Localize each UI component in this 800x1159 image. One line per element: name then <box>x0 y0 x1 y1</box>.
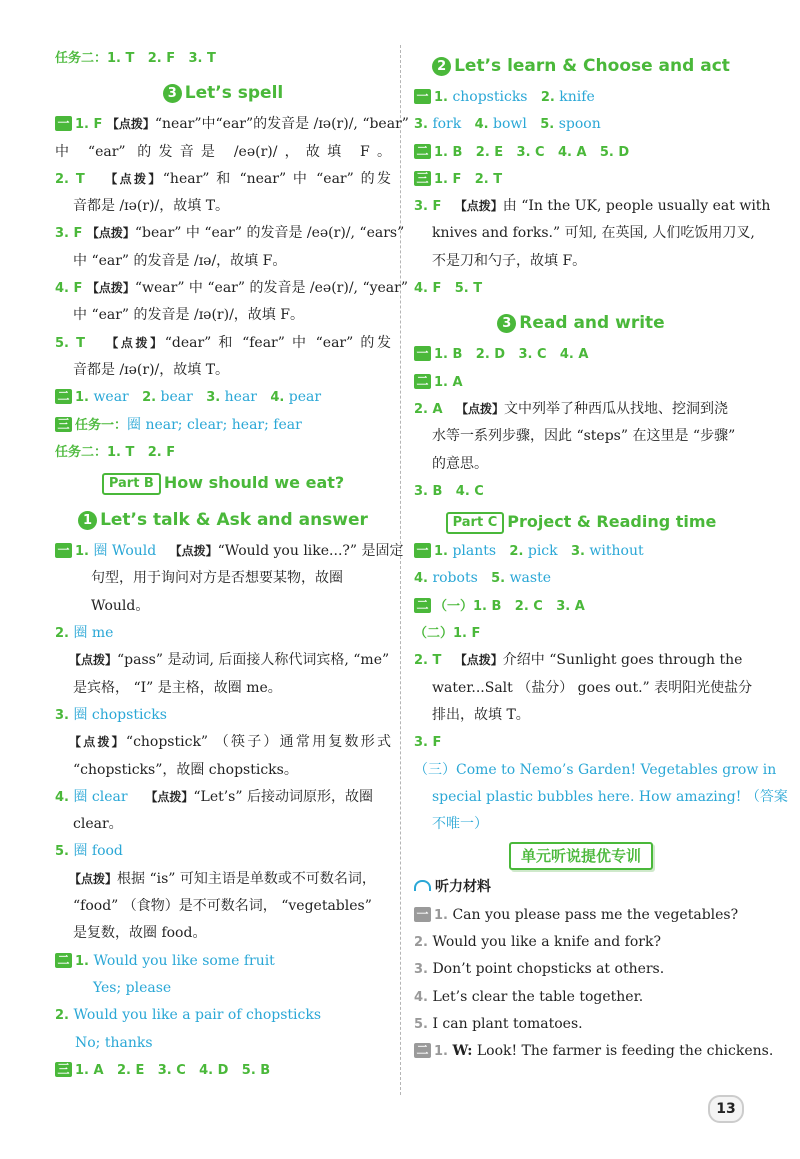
answer-line: 4. F 5. T <box>414 281 483 297</box>
part-badge: 三 <box>414 171 431 186</box>
section-heading-learn <box>414 49 748 82</box>
answer-line: 是宾格， “I” 是主格，故圈 me。 <box>73 679 282 696</box>
part-badge: 二 <box>414 144 431 159</box>
unit-listening-speaking-title: 单元听说提优专训 <box>414 838 748 874</box>
answer-line: 排出，故填 T。 <box>432 706 530 723</box>
answer-line: （三）Come to Nemo’s Garden! Vegetables grow in <box>414 761 777 778</box>
part-badge: 二 <box>414 1043 431 1058</box>
part-badge: 二 <box>55 953 72 968</box>
part-badge: 一 <box>55 543 72 558</box>
answer-line: “chopsticks”，故圈 chopsticks。 <box>73 761 298 778</box>
answer-line: 二 1. wear 2. bear 3. hear 4. pear <box>55 384 391 411</box>
answer-line: 3. F 【点拨】由 “In the UK, people usually eat with <box>414 198 771 215</box>
answer-line: 3. B 4. C <box>414 483 484 499</box>
answer-line: 中 “ear” 的发音是 /ɪə/，故填 F。 <box>73 252 287 269</box>
listening-line: 一 1. Can you please pass me the vegetables? <box>414 902 748 929</box>
part-badge: 三 <box>55 417 72 432</box>
answer-line: special plastic bubbles here. How amazing! （答案 <box>432 788 788 805</box>
answer-line: 5. 圈 food <box>55 843 123 860</box>
listening-line: 2. Would you like a knife and fork? <box>414 934 661 951</box>
answer-line: “food” （食物）是不可数名词， “vegetables” <box>73 898 372 915</box>
left-column <box>55 45 409 1084</box>
answer-line: 任务二：1. T 2. F <box>55 444 176 460</box>
part-badge: 一 <box>414 346 431 361</box>
answer-line: 2. A 【点拨】文中列举了种西瓜从找地、挖洞到浇 <box>414 400 728 417</box>
section-title: Let’s learn & Choose and act <box>454 56 730 76</box>
part-badge: 二 <box>414 374 431 389</box>
answer-line: 2. Would you like a pair of chopsticks <box>55 1007 322 1024</box>
part-badge: 一 <box>414 89 431 104</box>
section-title: Let’s talk & Ask and answer <box>100 510 368 531</box>
section-title: Read and write <box>519 313 665 334</box>
part-heading-c <box>414 505 748 538</box>
answer-line: 三 任务一：圈 near; clear; hear; fear <box>55 412 391 439</box>
answer-line: 3. fork 4. bowl 5. spoon <box>414 116 601 133</box>
answer-line: No; thanks <box>75 1034 153 1051</box>
listening-line: 4. Let’s clear the table together. <box>414 988 644 1005</box>
part-badge: 二 <box>55 389 72 404</box>
part-heading-b <box>55 466 391 499</box>
section-heading-spell <box>55 76 391 109</box>
section-number: 3 <box>163 84 182 103</box>
answer-line: （二）1. F <box>414 626 481 642</box>
answer-line: 5. T 【点拨】“dear” 和 “fear” 中 “ear” 的发 <box>55 334 391 351</box>
answer-line: 三 1. A 2. E 3. C 4. D 5. B <box>55 1057 391 1084</box>
answer-line: 4. 圈 clear 【点拨】“Let’s” 后接动词原形，故圈 <box>55 788 373 805</box>
answer-line: 句型，用于询问对方是否想要某物，故圈 <box>91 570 343 587</box>
part-title: Project & Reading time <box>507 512 717 532</box>
section-number: 3 <box>497 314 516 333</box>
listening-line: 3. Don’t point chopsticks at others. <box>414 961 665 978</box>
answer-line: 3. F <box>414 735 442 751</box>
answer-line: 二 （一）1. B 2. C 3. A <box>414 593 748 620</box>
answer-line: 【点拨】“pass” 是动词, 后面接人称代词宾格, “me” <box>69 652 390 669</box>
answer-line: 水等一系列步骤，因此 “steps” 在这里是 “步骤” <box>432 428 736 445</box>
answer-line: 不唯一） <box>432 816 488 833</box>
answer-line: 3. F 【点拨】“bear” 中 “ear” 的发音是 /eə(r)/, “ears” <box>55 225 405 242</box>
answer-line: 音都是 /ɪə(r)/，故填 T。 <box>73 198 230 215</box>
headphones-icon <box>414 880 431 891</box>
answer-line: 二 1. Would you like some fruit <box>55 948 391 975</box>
part-badge: 二 <box>414 598 431 613</box>
part-badge: 一 <box>414 907 431 922</box>
answer-line: 一 1. F 【点拨】“near”中“ear”的发音是 /ɪə(r)/, “bear” <box>55 111 391 138</box>
part-title: How should we eat? <box>163 473 345 493</box>
answer-line: 二 1. B 2. E 3. C 4. A 5. D <box>414 139 748 166</box>
answer-line: 2. T 【点拨】“hear” 和 “near” 中 “ear” 的发 <box>55 170 391 187</box>
answer-line: 【点拨】根据 “is” 可知主语是单数或不可数名词， <box>69 870 376 887</box>
answer-line: Yes; please <box>93 979 172 996</box>
answer-line: 一 1. plants 2. pick 3. without <box>414 538 748 565</box>
part-badge: 三 <box>55 1062 72 1077</box>
page-number: 13 <box>708 1095 744 1123</box>
answer-line: 一 1. B 2. D 3. C 4. A <box>414 341 748 368</box>
answer-line: 2. 圈 me <box>55 625 114 642</box>
section-title: Let’s spell <box>184 83 284 104</box>
answer-line: 的意思。 <box>432 455 488 472</box>
answer-line: 一 1. 圈 Would 【点拨】“Would you like...?” 是固定 <box>55 538 391 565</box>
section-number: 2 <box>432 57 451 76</box>
part-badge: 一 <box>414 543 431 558</box>
answer-line: 【点拨】“chopstick” （筷子）通常用复数形式 <box>69 734 391 751</box>
answer-line: knives and forks.” 可知, 在英国, 人们吃饭用刀叉, <box>432 225 755 242</box>
answer-line: 一 1. chopsticks 2. knife <box>414 84 748 111</box>
section-number: 1 <box>78 511 97 530</box>
answer-line: 2. T 【点拨】介绍中 “Sunlight goes through the <box>414 652 743 669</box>
answer-line: 4. robots 5. waste <box>414 570 551 587</box>
right-column <box>414 45 788 1066</box>
listening-line: 二 1. W: Look! The farmer is feeding the chickens. <box>414 1038 748 1065</box>
section-heading-talk <box>55 503 391 536</box>
answer-line: Would。 <box>91 597 150 614</box>
section-heading-read <box>414 306 748 339</box>
answer-line: 三 1. F 2. T <box>414 166 748 193</box>
answer-line: 3. 圈 chopsticks <box>55 706 167 723</box>
answer-line: 4. F 【点拨】“wear” 中 “ear” 的发音是 /eə(r)/, “year” <box>55 280 408 297</box>
part-tag: Part B <box>102 473 161 495</box>
part-tag: Part C <box>446 512 505 534</box>
answer-line: water...Salt （盐分） goes out.” 表明阳光使盐分 <box>432 679 753 696</box>
listening-line: 5. I can plant tomatoes. <box>414 1015 583 1032</box>
part-badge: 一 <box>55 116 72 131</box>
answer-line: 是复数，故圈 food。 <box>73 925 207 942</box>
answer-line: 二 1. A <box>414 369 748 396</box>
answer-line: 中 “ear” 的发音是 /eə(r)/，故填 F。 <box>55 143 391 160</box>
answer-line: 中 “ear” 的发音是 /ɪə(r)/，故填 F。 <box>73 307 304 324</box>
answer-line: clear。 <box>73 816 123 833</box>
column-divider <box>400 45 401 1095</box>
answer-line: 任务二：1. T 2. F 3. T <box>55 51 216 66</box>
answer-line: 不是刀和勺子，故填 F。 <box>432 252 587 269</box>
answer-line: 音都是 /ɪə(r)/，故填 T。 <box>73 361 230 378</box>
listening-material-heading: 听力材料 <box>414 874 748 901</box>
